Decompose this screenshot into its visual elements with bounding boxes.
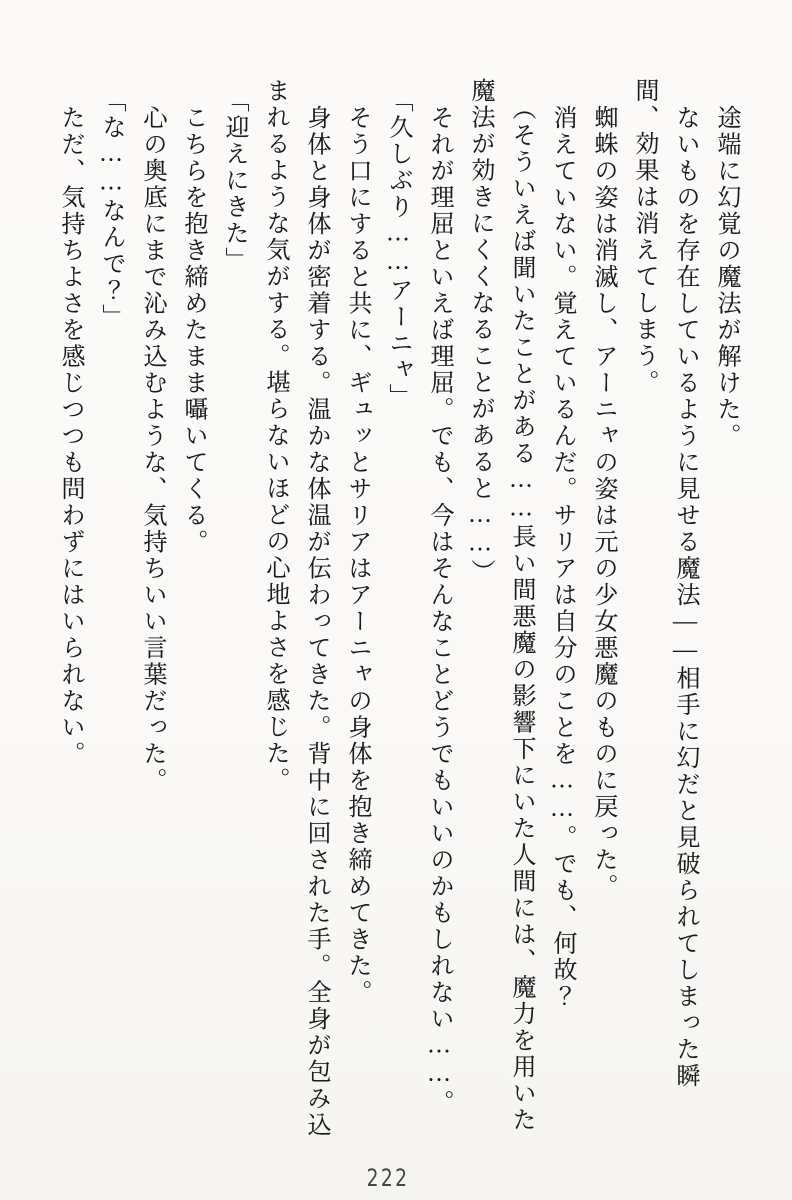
paragraph: それが理屈といえば理屈。でも、今はそんなことどうでもいいのかもしれない……。	[426, 104, 452, 1116]
paragraph: ないものを存在しているように見せる魔法――相手に幻だと見破られてしまった瞬間、効果は消えてしまう。	[631, 78, 698, 1089]
paragraph: 蜘蛛の姿は消滅し、アーニャの姿は元の少女悪魔のものに戻った。	[590, 104, 616, 900]
paragraph: 途端に幻覚の魔法が解けた。	[713, 104, 739, 449]
thought-line: （そういえば聞いたことがある……長い間悪魔の影響下にいた人間には、魔力を用いた魔法が効きにくくなることがあると……）	[467, 78, 534, 1134]
paragraph: そう口にすると共に、ギュッとサリアはアーニャの身体を抱き締めてきた。	[344, 104, 370, 1006]
paragraph: ただ、気持ちよさを感じつつも問わずにはいられない。	[57, 104, 83, 767]
dialogue-line: 「迎えにきた」	[221, 88, 247, 274]
dialogue-line: 「な……なんで？」	[98, 88, 124, 331]
page-number: 222	[366, 1164, 410, 1192]
paragraph: 消えていない。覚えているんだ。サリアは自分のことを……。でも、何故？	[549, 104, 575, 1010]
paragraph: こちらを抱き締めたまま囁いてくる。	[180, 104, 206, 555]
vertical-text-block	[46, 78, 746, 1140]
paragraph: 身体と身体が密着する。温かな体温が伝わってきた。背中に回された手。全身が包み込まれるような気がする。堪らないほどの心地よさを感じた。	[262, 78, 329, 1138]
dialogue-line: 「久しぶり……アーニャ」	[385, 88, 411, 410]
paragraph: 心の奥底にまで沁み込むような、気持ちいい言葉だった。	[139, 104, 165, 794]
